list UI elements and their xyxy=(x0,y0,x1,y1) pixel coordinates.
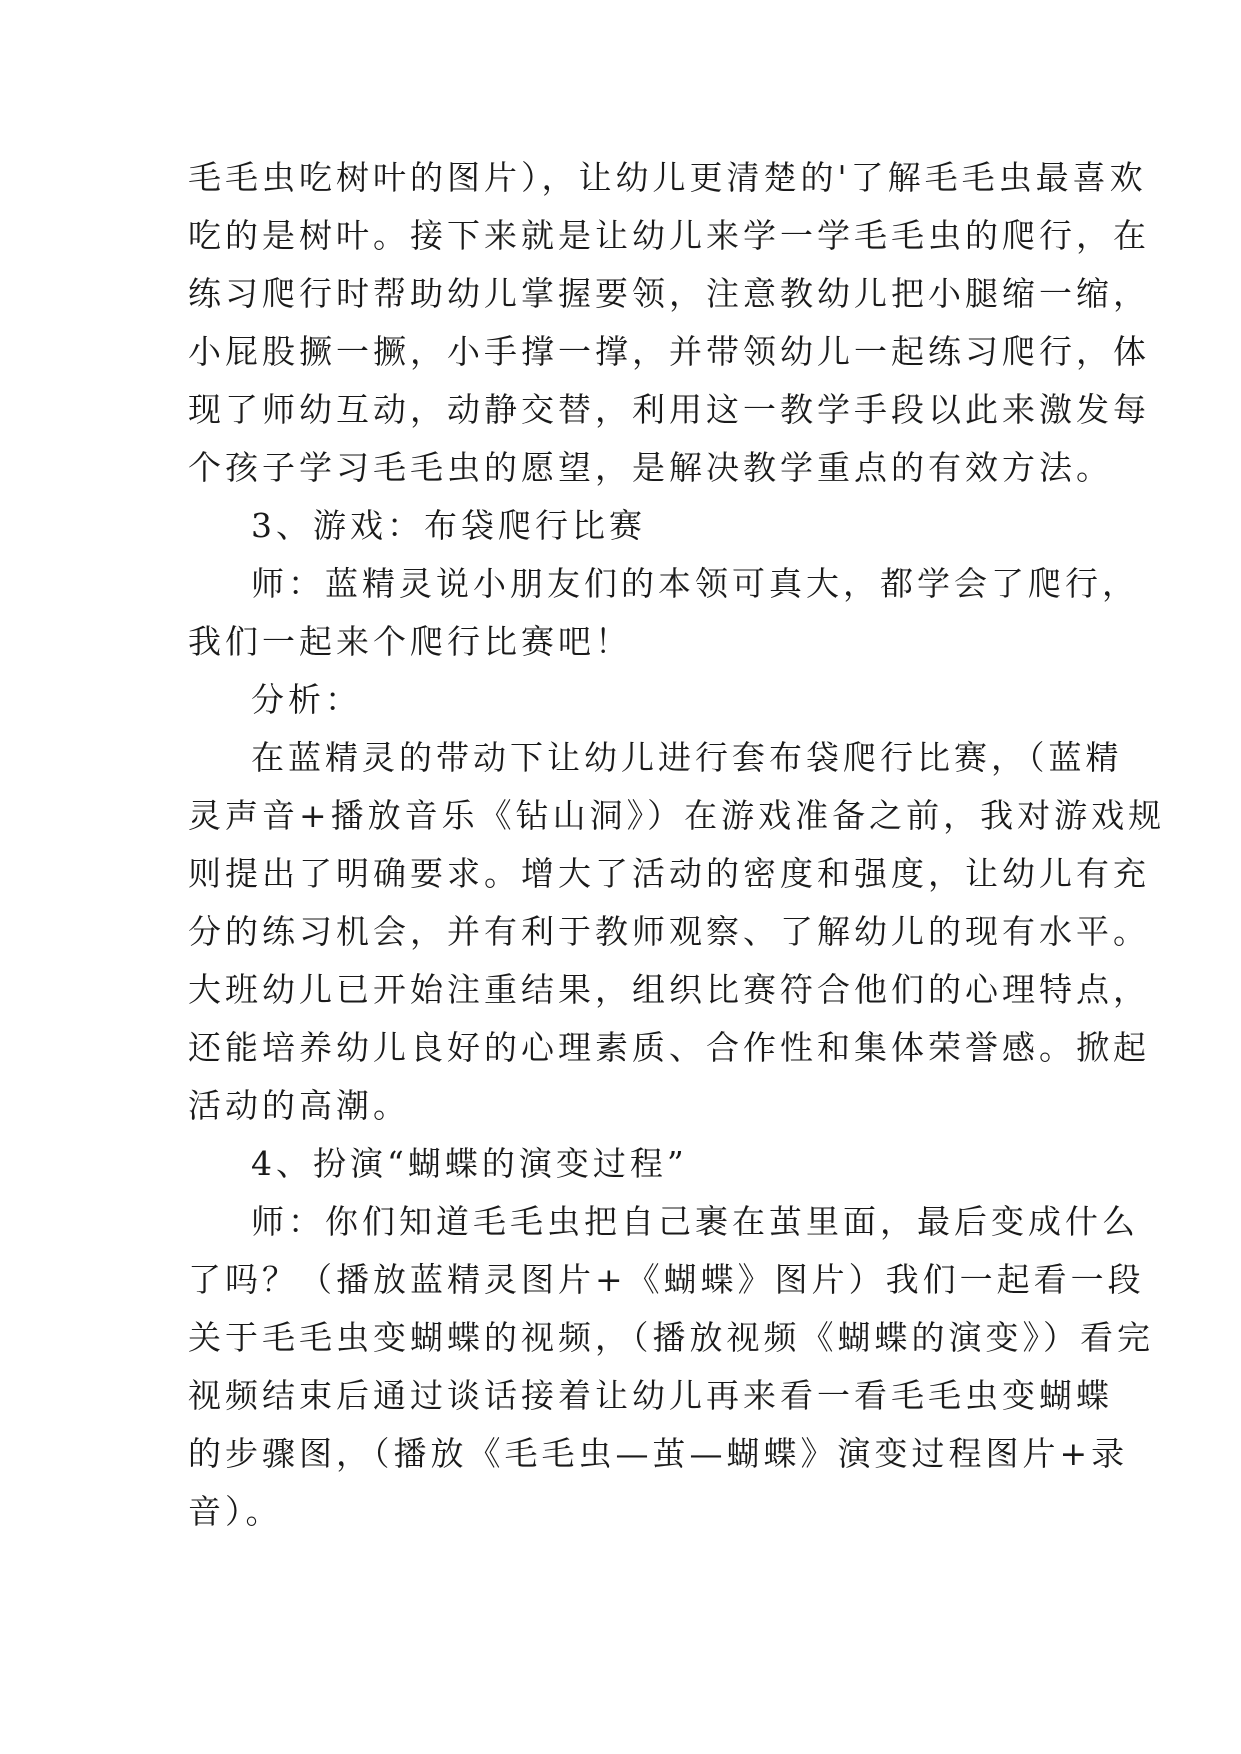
text-line: 在蓝精灵的带动下让幼儿进行套布袋爬行比赛，（蓝精 xyxy=(251,738,1123,777)
text-line: 毛毛虫吃树叶的图片），让幼儿更清楚的'了解毛毛虫最喜欢 xyxy=(188,158,1147,197)
text-line: 分的练习机会，并有利于教师观察、了解幼儿的现有水平。 xyxy=(188,912,1150,951)
text-line: 练习爬行时帮助幼儿掌握要领，注意教幼儿把小腿缩一缩， xyxy=(188,274,1150,313)
text-line: 视频结束后通过谈话接着让幼儿再来看一看毛毛虫变蝴蝶 xyxy=(188,1376,1113,1415)
text-line: 了吗？（播放蓝精灵图片+《蝴蝶》图片）我们一起看一段 xyxy=(188,1260,1145,1299)
text-line: 灵声音+播放音乐《钻山洞》）在游戏准备之前，我对游戏规 xyxy=(188,796,1166,835)
text-line: 师：蓝精灵说小朋友们的本领可真大，都学会了爬行， xyxy=(251,564,1139,603)
text-line: 大班幼儿已开始注重结果，组织比赛符合他们的心理特点， xyxy=(188,970,1150,1009)
text-line: 个孩子学习毛毛虫的愿望，是解决教学重点的有效方法。 xyxy=(188,448,1113,487)
text-line: 还能培养幼儿良好的心理素质、合作性和集体荣誉感。掀起 xyxy=(188,1028,1150,1067)
text-line: 师：你们知道毛毛虫把自己裹在茧里面，最后变成什么 xyxy=(251,1202,1139,1241)
text-line: 的步骤图，（播放《毛毛虫—茧—蝴蝶》演变过程图片+录 xyxy=(188,1434,1129,1473)
text-line: 关于毛毛虫变蝴蝶的视频，（播放视频《蝴蝶的演变》）看完 xyxy=(188,1318,1154,1357)
text-line: 现了师幼互动，动静交替，利用这一教学手段以此来激发每 xyxy=(188,390,1150,429)
text-line: 我们一起来个爬行比赛吧！ xyxy=(188,622,632,661)
text-line: 音）。 xyxy=(188,1492,283,1531)
text-line: 分析： xyxy=(251,680,362,719)
text-line: 小屁股撅一撅，小手撑一撑，并带领幼儿一起练习爬行，体 xyxy=(188,332,1150,371)
text-line: 则提出了明确要求。增大了活动的密度和强度，让幼儿有充 xyxy=(188,854,1150,893)
section-heading: 4、扮演“蝴蝶的演变过程” xyxy=(251,1144,688,1183)
section-heading: 3、游戏：布袋爬行比赛 xyxy=(251,506,646,545)
text-line: 吃的是树叶。接下来就是让幼儿来学一学毛毛虫的爬行，在 xyxy=(188,216,1150,255)
text-line: 活动的高潮。 xyxy=(188,1086,410,1125)
